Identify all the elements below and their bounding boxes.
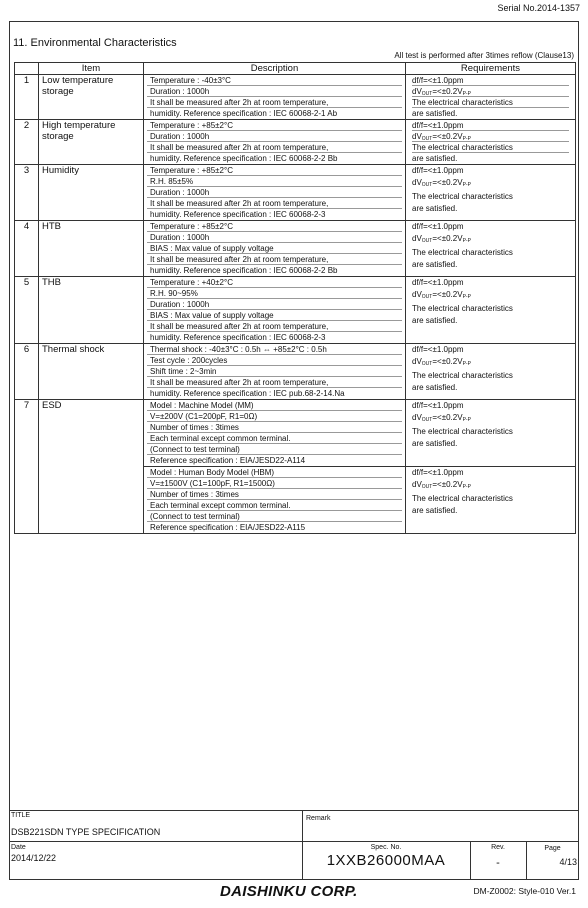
requirement-line: are satisfied. <box>412 439 458 448</box>
table-row <box>15 400 576 467</box>
requirement-line: The electrical characteristics <box>412 142 569 153</box>
requirement-line: $dV_{OUT}=<\pm 0.2V_{P-P}$ <box>412 480 471 490</box>
row-description <box>144 75 406 120</box>
requirement-line: $dV_{OUT}=<\pm 0.2V_{P-P}$ <box>412 86 569 97</box>
requirement-line: df/f=<±1.0ppm <box>412 75 569 86</box>
row-description <box>144 344 406 400</box>
description-line: humidity. Reference specification : IEC 60068-2-3 <box>150 333 326 342</box>
section-title: 11. Environmental Characteristics <box>13 37 177 49</box>
requirement-line: are satisfied. <box>412 316 458 325</box>
requirement-line: The electrical characteristics <box>412 97 569 108</box>
requirement-line: are satisfied. <box>412 506 458 515</box>
description-line: It shall be measured after 2h at room temperature, <box>147 321 402 332</box>
row-description <box>144 400 406 467</box>
row-number: 3 <box>15 165 39 221</box>
description-line: Each terminal except common terminal. <box>147 500 402 511</box>
requirement-line: are satisfied. <box>412 383 458 392</box>
table-row <box>15 221 576 277</box>
header-requirements: Requirements <box>406 63 576 75</box>
row-requirements <box>406 165 576 221</box>
table-row <box>15 165 576 221</box>
description-line: Temperature : +85±2°C <box>147 165 402 176</box>
row-description <box>144 467 406 534</box>
row-description <box>144 120 406 165</box>
style-code: DM-Z0002: Style-010 Ver.1 <box>473 886 576 896</box>
description-line: Temperature : +40±2°C <box>147 277 402 288</box>
description-line: Duration : 1000h <box>147 232 402 243</box>
row-item: ESD <box>39 400 144 534</box>
date-value: 2014/12/22 <box>11 853 57 863</box>
requirement-line: $dV_{OUT}=<\pm 0.2V_{P-P}$ <box>412 290 471 300</box>
row-description <box>144 221 406 277</box>
requirement-line: $dV_{OUT}=<\pm 0.2V_{P-P}$ <box>412 234 471 244</box>
description-line: It shall be measured after 2h at room temperature, <box>147 377 402 388</box>
description-line: Each terminal except common terminal. <box>147 433 402 444</box>
row-item: High temperature storage <box>39 120 144 165</box>
document-title: DSB221SDN TYPE SPECIFICATION <box>11 827 161 837</box>
row-requirements <box>406 277 576 344</box>
description-line: R.H. 90~95% <box>147 288 402 299</box>
description-line: V=±200V (C1=200pF, R1=0Ω) <box>147 411 402 422</box>
description-line: humidity. Reference specification : IEC 60068-2-2 Bb <box>150 154 338 163</box>
requirement-line: The electrical characteristics <box>412 248 513 257</box>
row-description <box>144 277 406 344</box>
requirement-line: The electrical characteristics <box>412 427 513 436</box>
header-item: Item <box>39 63 144 75</box>
row-number: 5 <box>15 277 39 344</box>
requirement-line: are satisfied. <box>412 154 458 163</box>
header-description: Description <box>144 63 406 75</box>
spec-label: Spec. No. <box>370 844 402 851</box>
remark-label: Remark <box>306 815 331 822</box>
requirement-line: df/f=<±1.0ppm <box>412 401 464 410</box>
description-line: (Connect to test terminal) <box>147 444 402 455</box>
requirement-line: df/f=<±1.0ppm <box>412 468 464 477</box>
requirement-line: are satisfied. <box>412 109 458 118</box>
row-number: 1 <box>15 75 39 120</box>
row-number: 7 <box>15 400 39 534</box>
page-label: Page <box>544 845 561 852</box>
requirement-line: The electrical characteristics <box>412 371 513 380</box>
description-line: V=±1500V (C1=100pF, R1=1500Ω) <box>147 478 402 489</box>
description-line: It shall be measured after 2h at room temperature, <box>147 97 402 108</box>
description-line: It shall be measured after 2h at room temperature, <box>147 254 402 265</box>
description-line: R.H. 85±5% <box>147 176 402 187</box>
rev-value: - <box>496 857 500 869</box>
description-line: Duration : 1000h <box>147 187 402 198</box>
description-line: Shift time : 2~3min <box>147 366 402 377</box>
table-row <box>15 277 576 344</box>
description-line: Number of times : 3times <box>147 422 402 433</box>
requirement-line: are satisfied. <box>412 204 458 213</box>
requirement-line: are satisfied. <box>412 260 458 269</box>
title-block-bottom <box>9 841 579 880</box>
rev-label: Rev. <box>491 844 505 851</box>
title-label: TITLE <box>11 812 31 819</box>
table-row <box>15 75 576 120</box>
description-line: It shall be measured after 2h at room temperature, <box>147 198 402 209</box>
row-number: 2 <box>15 120 39 165</box>
description-line: humidity. Reference specification : IEC 60068-2-2 Bb <box>150 266 338 275</box>
requirement-line: $dV_{OUT}=<\pm 0.2V_{P-P}$ <box>412 178 471 188</box>
serial-number: Serial No.2014-1357 <box>497 3 580 13</box>
requirement-line: The electrical characteristics <box>412 494 513 503</box>
description-line: Temperature : -40±3°C <box>147 75 402 86</box>
table-row <box>15 120 576 165</box>
description-line: Model : Human Body Model (HBM) <box>147 467 402 478</box>
row-number: 6 <box>15 344 39 400</box>
row-description <box>144 165 406 221</box>
reflow-note: All test is performed after 3times reflow (Clause13) <box>394 51 574 60</box>
description-line: Test cycle : 200cycles <box>147 355 402 366</box>
requirement-line: df/f=<±1.0ppm <box>412 222 464 231</box>
requirement-line: $dV_{OUT}=<\pm 0.2V_{P-P}$ <box>412 131 569 142</box>
table-row <box>15 344 576 400</box>
date-label: Date <box>11 844 26 851</box>
description-line: Duration : 1000h <box>147 86 402 97</box>
page-number: 4/13 <box>559 857 577 867</box>
requirement-line: The electrical characteristics <box>412 304 513 313</box>
requirement-line: df/f=<±1.0ppm <box>412 345 464 354</box>
description-line: Reference specification : EIA/JESD22-A115 <box>150 523 306 532</box>
description-line: Model : Machine Model (MM) <box>147 400 402 411</box>
description-line: humidity. Reference specification : IEC pub.68-2-14.Na <box>150 389 345 398</box>
description-line: Reference specification : EIA/JESD22-A114 <box>150 456 306 465</box>
environmental-table <box>14 62 576 534</box>
requirement-line: df/f=<±1.0ppm <box>412 278 464 287</box>
description-line: Temperature : +85±2°C <box>147 221 402 232</box>
row-number: 4 <box>15 221 39 277</box>
row-item: HTB <box>39 221 144 277</box>
row-item: Humidity <box>39 165 144 221</box>
description-line: (Connect to test terminal) <box>147 511 402 522</box>
requirement-line: df/f=<±1.0ppm <box>412 166 464 175</box>
row-requirements <box>406 344 576 400</box>
requirement-line: $dV_{OUT}=<\pm 0.2V_{P-P}$ <box>412 357 471 367</box>
description-line: BIAS : Max value of supply voltage <box>147 310 402 321</box>
spec-number: 1XXB26000MAA <box>326 852 446 869</box>
description-line: humidity. Reference specification : IEC 60068-2-1 Ab <box>150 109 338 118</box>
table-header-row <box>15 63 576 75</box>
header-no <box>15 63 39 75</box>
title-block-top <box>9 810 579 841</box>
requirement-line: df/f=<±1.0ppm <box>412 120 569 131</box>
description-line: BIAS : Max value of supply voltage <box>147 243 402 254</box>
description-line: Number of times : 3times <box>147 489 402 500</box>
description-line: Duration : 1000h <box>147 299 402 310</box>
description-line: Duration : 1000h <box>147 131 402 142</box>
description-line: Thermal shock : -40±3°C : 0.5h ⇔ +85±2°C : 0.5h <box>147 344 402 355</box>
row-item: Low temperature storage <box>39 75 144 120</box>
row-requirements <box>406 75 576 120</box>
requirement-line: $dV_{OUT}=<\pm 0.2V_{P-P}$ <box>412 413 471 423</box>
divider <box>302 811 303 841</box>
row-requirements <box>406 400 576 467</box>
requirement-line: The electrical characteristics <box>412 192 513 201</box>
description-line: humidity. Reference specification : IEC 60068-2-3 <box>150 210 326 219</box>
description-line: It shall be measured after 2h at room temperature, <box>147 142 402 153</box>
row-item: THB <box>39 277 144 344</box>
row-requirements <box>406 120 576 165</box>
company-name: DAISHINKU CORP. <box>220 883 358 900</box>
description-line: Temperature : +85±2°C <box>147 120 402 131</box>
row-requirements <box>406 467 576 534</box>
row-requirements <box>406 221 576 277</box>
row-item: Thermal shock <box>39 344 144 400</box>
